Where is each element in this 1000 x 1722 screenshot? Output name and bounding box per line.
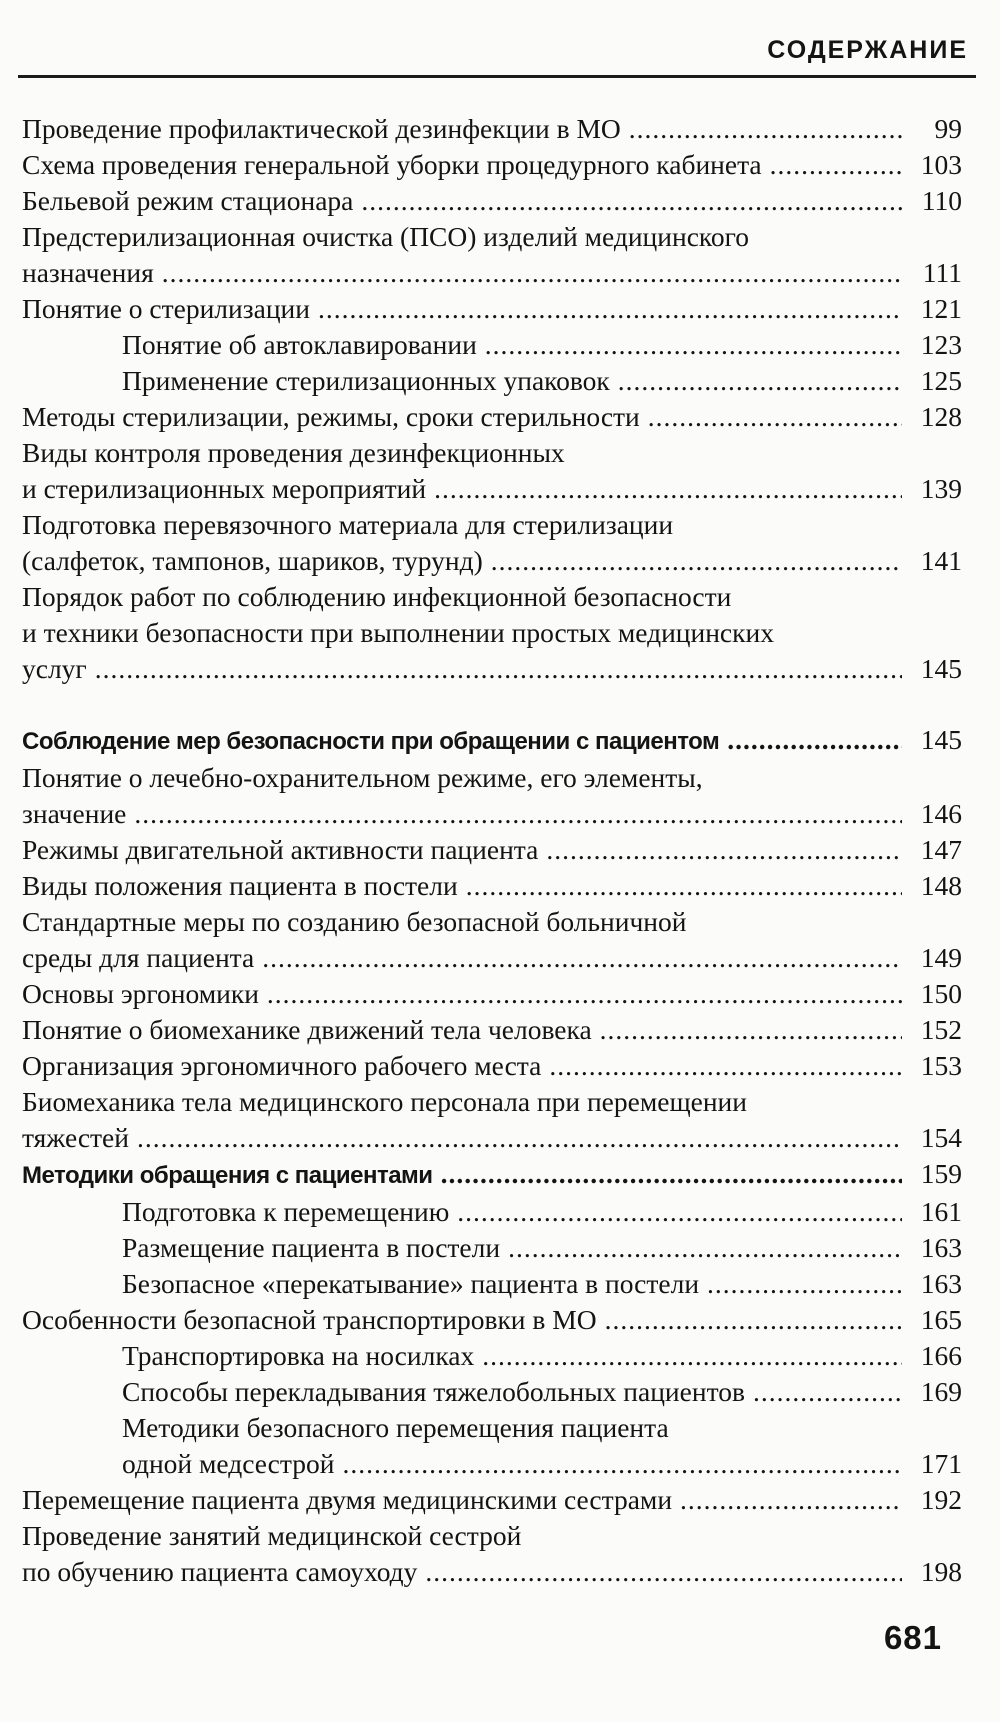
toc-entry-title-line: Понятие о лечебно-охранительном режиме, его элементы, — [22, 762, 703, 793]
toc-entry — [22, 111, 962, 147]
toc-subentry — [22, 1230, 962, 1266]
toc-entry-page: 103 — [920, 149, 962, 180]
leader-dots — [425, 1554, 902, 1590]
toc-entry-page: 163 — [920, 1268, 962, 1299]
toc-entry-page: 111 — [922, 257, 962, 288]
toc-entry-page: 161 — [920, 1196, 962, 1227]
leader-dots — [457, 1194, 902, 1230]
toc-entry-page: 147 — [920, 834, 962, 865]
leader-dots — [134, 796, 902, 832]
leader-dots — [508, 1230, 902, 1266]
toc-section-title: Методики обращения с пациентами — [22, 1162, 433, 1189]
toc-entry — [22, 868, 962, 904]
toc-entry-page: 159 — [920, 1158, 962, 1189]
leader-dots — [434, 471, 902, 507]
leader-dots — [342, 1446, 902, 1482]
leader-dots — [318, 291, 902, 327]
leader-dots — [648, 399, 902, 435]
toc-entry-page: 125 — [920, 365, 962, 396]
toc-entry-title-line: Стандартные меры по созданию безопасной больничной — [22, 906, 687, 937]
toc-entry — [22, 1084, 962, 1156]
running-header: СОДЕРЖАНИЕ — [767, 36, 968, 64]
toc-entry-title-line: Предстерилизационная очистка (ПСО) изделий медицинского — [22, 221, 749, 252]
toc-entry-title-line: Методики безопасного перемещения пациента — [122, 1412, 669, 1443]
toc-entry-page: 165 — [920, 1304, 962, 1335]
leader-dots — [262, 940, 902, 976]
toc-entry-page: 171 — [920, 1448, 962, 1479]
toc-entry-title-line: Порядок работ по соблюдению инфекционной безопасности — [22, 581, 732, 612]
toc-entry — [22, 1302, 962, 1338]
leader-dots — [95, 651, 902, 687]
toc-subentry — [22, 327, 962, 363]
toc-subentry — [22, 1338, 962, 1374]
toc-entry-title: Понятие о биомеханике движений тела человека — [22, 1014, 592, 1045]
leader-dots — [482, 1338, 902, 1374]
toc-entry-page: 163 — [920, 1232, 962, 1263]
toc-entry-title-line: назначения — [22, 257, 154, 288]
leader-dots — [605, 1302, 902, 1338]
leader-dots — [629, 111, 902, 147]
toc-section-heading — [22, 722, 962, 760]
toc-entry-title: Организация эргономичного рабочего места — [22, 1050, 542, 1081]
toc-entry-title: Применение стерилизационных упаковок — [122, 365, 610, 396]
toc-entry-title: Методы стерилизации, режимы, сроки стерильности — [22, 401, 640, 432]
toc-entry-page: 166 — [920, 1340, 962, 1371]
leader-dots — [707, 1266, 902, 1302]
leader-dots — [770, 147, 902, 183]
leader-dots — [267, 976, 902, 1012]
leader-dots — [137, 1120, 902, 1156]
toc-subentry — [22, 1410, 962, 1482]
toc-entry-title: Размещение пациента в постели — [122, 1232, 501, 1263]
toc-entry — [22, 1518, 962, 1590]
toc-entry-title: Основы эргономики — [22, 978, 259, 1009]
toc-entry-title: Понятие об автоклавировании — [122, 329, 477, 360]
toc-entry-page: 123 — [920, 329, 962, 360]
toc-entry-title-line: Виды контроля проведения дезинфекционных — [22, 437, 565, 468]
toc-entry-page: 192 — [920, 1484, 962, 1515]
toc-entry — [22, 435, 962, 507]
toc-subentry — [22, 363, 962, 399]
toc-entry-title-line: услуг — [22, 653, 87, 684]
table-of-contents — [22, 111, 962, 1590]
toc-entry-title: Подготовка к перемещению — [122, 1196, 450, 1227]
leader-dots — [680, 1482, 902, 1518]
toc-entry-page: 152 — [920, 1014, 962, 1045]
toc-entry-page: 148 — [920, 870, 962, 901]
leader-dots — [753, 1374, 902, 1410]
toc-entry-title: Безопасное «перекатывание» пациента в постели — [122, 1268, 700, 1299]
toc-entry-page: 145 — [920, 724, 962, 755]
toc-entry — [22, 904, 962, 976]
header-rule — [18, 75, 976, 78]
leader-dots — [162, 255, 902, 291]
toc-entry-page: 139 — [920, 473, 962, 504]
leader-dots — [361, 183, 902, 219]
toc-entry-title: Транспортировка на носилках — [122, 1340, 475, 1371]
toc-entry-title: Схема проведения генеральной уборки процедурного кабинета — [22, 149, 762, 180]
toc-entry-page: 99 — [934, 113, 962, 144]
toc-section-heading — [22, 1156, 962, 1194]
toc-entry-title: Бельевой режим стационара — [22, 185, 354, 216]
toc-entry-title-line: Проведение занятий медицинской сестрой — [22, 1520, 522, 1551]
toc-entry-title-line: Биомеханика тела медицинского персонала при перемещении — [22, 1086, 747, 1117]
toc-entry — [22, 832, 962, 868]
toc-entry-title-line: Подготовка перевязочного материала для стерилизации — [22, 509, 674, 540]
toc-entry-title-line: и стерилизационных мероприятий — [22, 473, 427, 504]
toc-entry-page: 149 — [920, 942, 962, 973]
toc-entry-page: 128 — [920, 401, 962, 432]
toc-entry-page: 169 — [920, 1376, 962, 1407]
toc-entry-title: Виды положения пациента в постели — [22, 870, 458, 901]
toc-entry-title-line: среды для пациента — [22, 942, 255, 973]
toc-entry — [22, 291, 962, 327]
toc-entry-title: Особенности безопасной транспортировки в МО — [22, 1304, 597, 1335]
toc-entry-page: 145 — [920, 653, 962, 684]
toc-subentry — [22, 1194, 962, 1230]
leader-dots — [600, 1012, 902, 1048]
toc-entry-title-line: и техники безопасности при выполнении простых медицинских — [22, 617, 774, 648]
toc-entry-title: Понятие о стерилизации — [22, 293, 310, 324]
toc-entry-title-line: по обучению пациента самоуходу — [22, 1556, 418, 1587]
page-number: 681 — [883, 1619, 942, 1656]
toc-entry — [22, 1048, 962, 1084]
toc-entry-page: 154 — [920, 1122, 962, 1153]
toc-entry — [22, 183, 962, 219]
toc-entry-title-line: тяжестей — [22, 1122, 129, 1153]
leader-dots — [491, 543, 902, 579]
leader-dots — [549, 1048, 902, 1084]
leader-dots — [441, 1156, 902, 1192]
leader-dots — [727, 722, 902, 758]
toc-subentry — [22, 1374, 962, 1410]
toc-entry — [22, 147, 962, 183]
leader-dots — [466, 868, 902, 904]
toc-entry — [22, 760, 962, 832]
toc-entry — [22, 399, 962, 435]
toc-entry-page: 141 — [920, 545, 962, 576]
leader-dots — [485, 327, 902, 363]
toc-entry — [22, 976, 962, 1012]
toc-entry-title-line: значение — [22, 798, 127, 829]
toc-subentry — [22, 1266, 962, 1302]
toc-entry-page: 110 — [921, 185, 962, 216]
toc-entry-title: Проведение профилактической дезинфекции в МО — [22, 113, 621, 144]
toc-entry-page: 150 — [920, 978, 962, 1009]
toc-entry-title-line: одной медсестрой — [122, 1448, 335, 1479]
leader-dots — [618, 363, 902, 399]
toc-entry-page: 198 — [920, 1556, 962, 1587]
toc-entry-title-line: (салфеток, тампонов, шариков, турунд) — [22, 545, 483, 576]
toc-entry-title: Перемещение пациента двумя медицинскими сестрами — [22, 1484, 673, 1515]
toc-entry — [22, 1482, 962, 1518]
toc-entry-page: 121 — [920, 293, 962, 324]
toc-entry-title: Режимы двигательной активности пациента — [22, 834, 539, 865]
toc-entry — [22, 579, 962, 687]
leader-dots — [546, 832, 902, 868]
toc-entry-title: Способы перекладывания тяжелобольных пациентов — [122, 1376, 745, 1407]
toc-section-title: Соблюдение мер безопасности при обращении с пациентом — [22, 728, 720, 755]
toc-entry-page: 153 — [920, 1050, 962, 1081]
toc-entry — [22, 1012, 962, 1048]
toc-entry-page: 146 — [920, 798, 962, 829]
toc-entry — [22, 507, 962, 579]
toc-entry — [22, 219, 962, 291]
